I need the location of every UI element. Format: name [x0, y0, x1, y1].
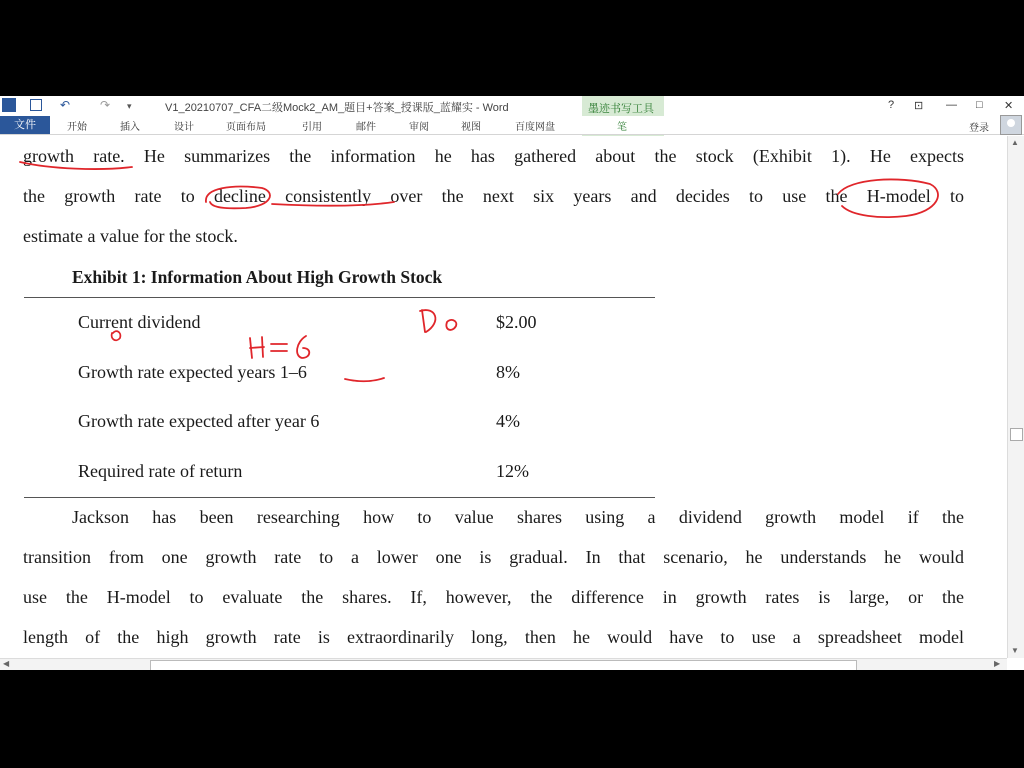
table-row-value: 4%: [496, 411, 520, 431]
table-row-label: Growth rate expected after year 6: [78, 411, 320, 431]
maximize-button[interactable]: □: [976, 99, 983, 111]
help-button[interactable]: ?: [888, 99, 895, 111]
paragraph-line: growth rate. He summarizes the information he has gathered about the stock (Exhibit 1). He expects: [23, 146, 964, 166]
scroll-down-icon[interactable]: ▼: [1011, 646, 1019, 655]
sign-in-link[interactable]: 登录: [969, 123, 989, 134]
ink-tools-label: 墨迹书写工具: [588, 103, 654, 115]
tab-view[interactable]: 视图: [461, 122, 481, 133]
ink-six: [297, 336, 309, 358]
word-window: [0, 96, 1024, 670]
scroll-left-icon[interactable]: ◀: [3, 659, 10, 668]
tab-baidu-netdisk[interactable]: 百度网盘: [515, 122, 555, 133]
horizontal-scrollbar[interactable]: [0, 658, 1007, 670]
title-bar: [0, 96, 1024, 116]
account-avatar[interactable]: [1000, 115, 1022, 135]
customize-quick-access-icon[interactable]: ▾: [127, 101, 132, 111]
table-row-label: Current dividend: [78, 312, 201, 332]
table-bottom-rule: [24, 497, 655, 498]
ink-o: [446, 320, 456, 330]
exhibit-title: Exhibit 1: Information About High Growth Stock: [72, 267, 443, 287]
redo-icon[interactable]: ↷: [100, 98, 111, 112]
ink-annotations: [0, 136, 1007, 658]
table-row-value: 8%: [496, 362, 520, 382]
table-row-value: 12%: [496, 461, 529, 481]
word-app-icon[interactable]: [2, 98, 16, 112]
paragraph-line: Jackson has been researching how to value shares using a dividend growth model if the: [72, 507, 964, 527]
minimize-button[interactable]: —: [946, 99, 957, 111]
tab-mailings[interactable]: 邮件: [356, 122, 376, 133]
ribbon-display-options-button[interactable]: ⊡: [914, 100, 924, 112]
close-button[interactable]: ✕: [1004, 100, 1014, 112]
ink-d-bowl: [420, 310, 435, 332]
vertical-scroll-thumb[interactable]: [1010, 428, 1023, 441]
horizontal-scroll-thumb[interactable]: [150, 660, 857, 670]
ink-d-stem: [422, 310, 425, 332]
table-top-rule: [24, 297, 655, 298]
tab-file[interactable]: 文件: [0, 116, 50, 134]
table-row-label: Growth rate expected years 1–6: [78, 362, 307, 382]
scroll-right-icon[interactable]: ▶: [994, 659, 1001, 668]
save-icon[interactable]: [30, 99, 42, 111]
tab-references[interactable]: 引用: [302, 122, 322, 133]
paragraph-line: the growth rate to decline consistently over the next six years and decides to use the H-model to: [23, 186, 964, 206]
paragraph-line: estimate a value for the stock.: [23, 226, 238, 246]
ribbon-tabs: [0, 116, 1024, 135]
tab-insert[interactable]: 插入: [120, 122, 140, 133]
table-row-label: Required rate of return: [78, 461, 243, 481]
document-page[interactable]: [0, 136, 1007, 658]
vertical-scrollbar[interactable]: [1007, 136, 1024, 658]
document-title: V1_20210707_CFA二级Mock2_AM_题目+答案_授课版_蓝耀实 - Word: [165, 102, 509, 114]
tab-design[interactable]: 设计: [174, 122, 194, 133]
scroll-up-icon[interactable]: ▲: [1011, 138, 1019, 147]
table-row-value: $2.00: [496, 312, 537, 332]
tab-page-layout[interactable]: 页面布局: [226, 122, 266, 133]
ink-h-right: [262, 337, 263, 357]
ink-h-left: [250, 338, 252, 358]
paragraph-line: length of the high growth rate is extraordinarily long, then he would have to use a spreadsheet model: [23, 627, 964, 647]
paragraph-line: use the H-model to evaluate the shares. If, however, the difference in growth rates is large, or the: [23, 587, 964, 607]
tab-home[interactable]: 开始: [67, 122, 87, 133]
ink-h-bar: [250, 347, 264, 348]
ink-underline-1-6: [345, 378, 384, 381]
undo-icon[interactable]: ↶: [60, 98, 71, 112]
tab-review[interactable]: 审阅: [409, 122, 429, 133]
tab-pen[interactable]: 笔: [617, 122, 627, 133]
paragraph-line: transition from one growth rate to a lower one is gradual. In that scenario, he understands he would: [23, 547, 964, 567]
